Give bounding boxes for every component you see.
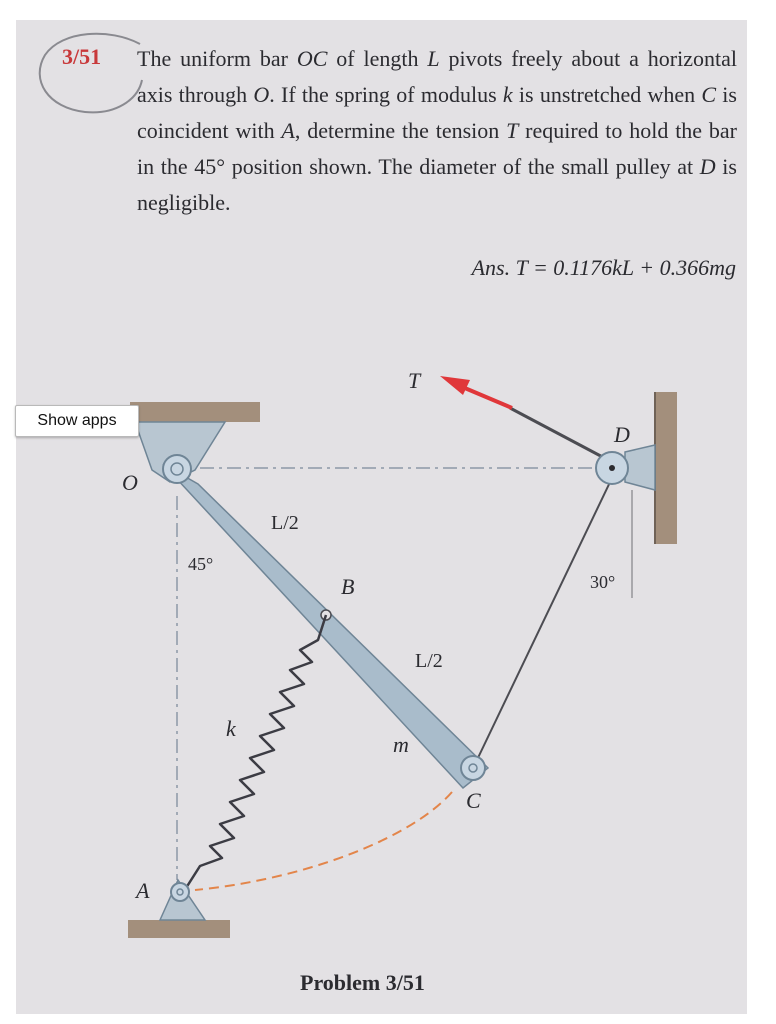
label-t: T [408,368,421,393]
pin-c [461,756,485,780]
ground-a [128,920,230,938]
label-m: m [393,732,409,757]
problem-statement: The uniform bar OC of length L pivots freely about a horizontal axis through O. If the spring of modulus k is unstretched when C is coincident with A, determine the tension T required to hold the bar in the 45° position shown. The diameter of the small pulley at D is negligible. [137,46,737,215]
bar-oc [163,464,488,788]
pivot-o [163,455,191,483]
pulley-bracket-d [625,445,655,490]
tension-arrowhead [440,376,470,395]
label-a: A [136,878,150,903]
show-apps-button[interactable]: Show apps [15,405,139,437]
pin-a [171,883,189,901]
annotation-circle [40,34,142,113]
label-half-lower: L/2 [415,650,443,672]
label-half-upper: L/2 [271,512,299,534]
wall-right [655,392,677,544]
cable-tension [510,408,612,462]
spring-k [186,615,326,888]
answer-line: Ans. T = 0.1176kL + 0.366mg [471,255,736,280]
label-o: O [122,470,138,495]
tension-arrow [460,386,512,408]
label-k: k [226,716,236,741]
figure-caption: Problem 3/51 [300,970,425,995]
problem-number: 3/51 [62,44,102,69]
label-c: C [466,788,481,813]
label-b: B [341,574,355,599]
label-d: D [614,422,630,447]
label-angle-bar: 45° [188,554,214,574]
cable-cd [476,478,612,762]
ceiling-ground [130,402,260,422]
label-angle-cable: 30° [590,572,616,592]
